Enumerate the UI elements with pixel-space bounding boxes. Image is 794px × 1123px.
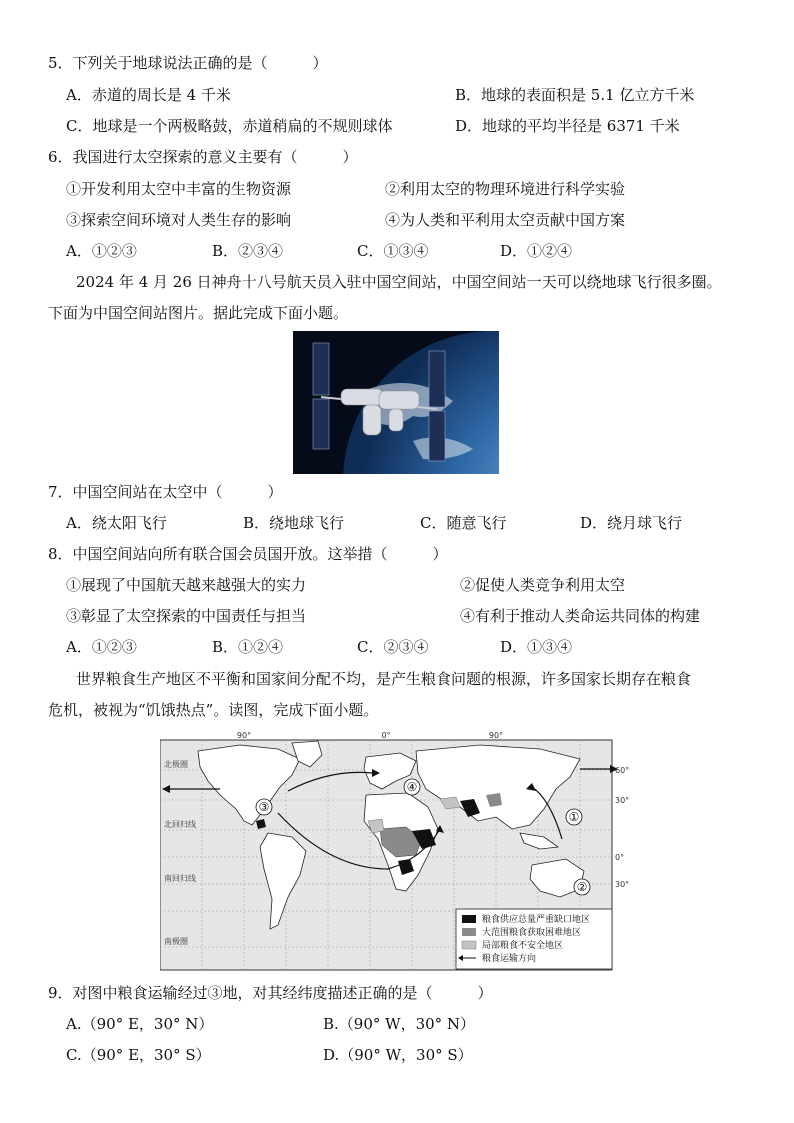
circle-label-2: ② [576,880,588,894]
q7-stem: 7．中国空间站在太空中（ ） [48,483,283,501]
space-station-illustration [293,331,499,474]
q8-option-c: C．②③④ [357,638,429,656]
q8-item-3: ③彰显了太空探索的中国责任与担当 [66,607,307,625]
passage-1-line-1: 2024 年 4 月 26 日神舟十八号航天员入驻中国空间站，中国空间站一天可以绕地球飞行很多圈。 [76,273,722,291]
q6-item-1: ①开发利用太空中丰富的生物资源 [66,180,292,198]
solar-panel-right [429,351,445,461]
q7-option-b: B．绕地球飞行 [243,514,345,532]
legend-arrow: 粮食运输方向 [482,954,537,964]
q9-option-c: C.（90° E，30° S） [66,1046,211,1064]
lat-label-30n: 30° [615,796,630,805]
q5-option-a: A．赤道的周长是 4 千米 [66,86,231,104]
q9-option-a: A.（90° E，30° N） [66,1015,214,1033]
q8-option-b: B．①②④ [212,638,284,656]
lat-label-30s: 30° [615,880,630,889]
lon-label-0: 0° [381,731,391,740]
legend-severe: 粮食供应总量严重缺口地区 [482,915,591,925]
q5-option-c: C．地球是一个两极略鼓，赤道稍扁的不规则球体 [66,117,393,135]
q6-stem: 6．我国进行太空探索的意义主要有（ ） [48,148,358,166]
q8-option-a: A．①②③ [66,638,137,656]
passage-2-line-2: 危机，被视为“饥饿热点”。读图，完成下面小题。 [48,701,379,719]
map-legend [456,909,612,969]
q7-option-a: A．绕太阳飞行 [66,514,167,532]
lat-label-60: 60° [615,766,630,775]
q7-option-c: C．随意飞行 [420,514,507,532]
q6-item-4: ④为人类和平利用太空贡献中国方案 [385,211,626,229]
q9-stem: 9．对图中粮食运输经过③地，对其经纬度描述正确的是（ ） [48,984,493,1002]
world-food-map [160,729,630,972]
passage-1-line-2: 下面为中国空间站图片。据此完成下面小题。 [48,304,349,322]
lat-label-0: 0° [615,853,625,862]
q9-option-b: B.（90° W，30° N） [323,1015,476,1033]
q6-option-b: B．②③④ [212,242,284,260]
q6-option-d: D．①②④ [500,242,573,260]
q8-option-d: D．①③④ [500,638,573,656]
q6-item-2: ②利用太空的物理环境进行科学实验 [385,180,626,198]
q8-stem: 8．中国空间站向所有联合国会员国开放。这举措（ ） [48,545,448,563]
q9-option-d: D.（90° W，30° S） [323,1046,473,1064]
q8-item-1: ①展现了中国航天越来越强大的实力 [66,576,307,594]
q7-option-d: D．绕月球飞行 [580,514,683,532]
q5-stem: 5．下列关于地球说法正确的是（ ） [48,54,328,72]
q5-option-b: B．地球的表面积是 5.1 亿立方千米 [455,86,695,104]
passage-2-line-1: 世界粮食生产地区不平衡和国家间分配不均，是产生粮食问题的根源，许多国家长期存在粮食 [76,670,692,688]
circle-label-3: ③ [258,800,270,814]
legend-local: 局部粮食不安全地区 [482,941,564,951]
circle-label-4: ④ [406,780,418,794]
label-tropic-cancer: 北回归线 [164,820,196,829]
q6-item-3: ③探索空间环境对人类生存的影响 [66,211,292,229]
legend-widespread: 大范围粮食获取困难地区 [482,928,582,938]
label-tropic-capricorn: 南回归线 [164,874,196,883]
lon-label-90w: 90° [236,731,252,740]
q5-option-d: D．地球的平均半径是 6371 千米 [455,117,680,135]
q8-item-2: ②促使人类竞争利用太空 [460,576,626,594]
lon-label-90e: 90° [488,731,504,740]
q8-item-4: ④有利于推动人类命运共同体的构建 [460,607,701,625]
circle-label-1: ① [568,810,580,824]
q6-option-c: C．①③④ [357,242,429,260]
q6-option-a: A．①②③ [66,242,137,260]
space-station-photo [293,331,499,474]
label-arctic-circle: 北极圈 [164,760,188,769]
label-antarctic-circle: 南极圈 [164,937,188,946]
